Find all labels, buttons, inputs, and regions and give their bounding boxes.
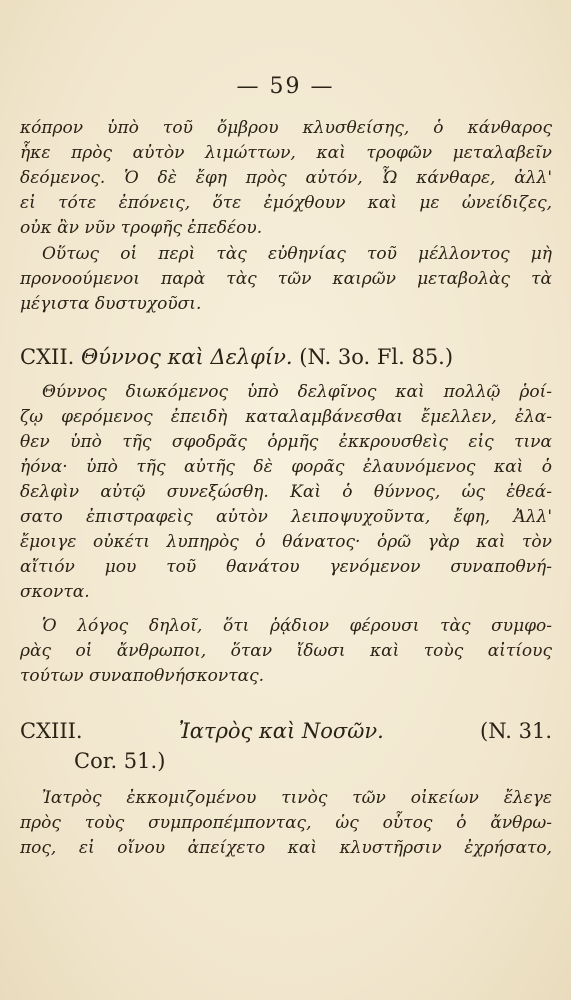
text-line: Ἰατρὸς ἐκκομιζομένου τινὸς τῶν οἰκείων ἔλεγε <box>42 788 552 808</box>
text-line: οὐκ ἂν νῦν τροφῆς ἐπεδέου. <box>20 218 263 238</box>
fable-reference: (N. 31. <box>480 719 552 743</box>
fable-body-112 <box>20 380 552 605</box>
text-line: Θύννος διωκόμενος ὑπὸ δελφῖνος καὶ πολλῷ ῥοί- <box>42 382 552 402</box>
fable-moral-112 <box>20 614 552 689</box>
text-line: μέγιστα δυστυχοῦσι. <box>20 294 202 314</box>
fable-number: CXII. <box>20 345 75 369</box>
text-line: τούτων συναποθνήσκοντας. <box>20 666 265 686</box>
page-number: — 59 — <box>236 74 335 99</box>
text-line: αἴτιόν μου τοῦ θανάτου γενόμενον συναποθνή- <box>20 557 552 577</box>
text-line: σατο ἐπιστραφεὶς αὐτὸν λειποψυχοῦντα, ἔφη, Ἀλλ' <box>20 507 552 527</box>
text-line: ρὰς οἱ ἄνθρωποι, ὅταν ἴδωσι καὶ τοὺς αἰτίους <box>20 641 552 661</box>
text-line: θεν ὑπὸ τῆς σφοδρᾶς ὁρμῆς ἐκκρουσθεὶς εἰς τινα <box>20 432 552 452</box>
fable-body-113 <box>20 786 552 861</box>
text-line: Οὕτως οἱ περὶ τὰς εὐθηνίας τοῦ μέλλοντος μὴ <box>42 244 552 264</box>
text-line: ἔμοιγε οὐκέτι λυπηρὸς ὁ θάνατος· ὁρῶ γὰρ καὶ τὸν <box>20 532 552 552</box>
fable-title: Ἰατρὸς καὶ Νοσῶν. <box>178 719 384 743</box>
text-line: προνοούμενοι παρὰ τὰς τῶν καιρῶν μεταβολὰς τὰ <box>20 269 552 289</box>
fable-number: CXIII. <box>20 719 83 743</box>
text-line: εἰ τότε ἐπόνεις, ὅτε ἐμόχθουν καὶ με ὠνείδιζες, <box>20 193 552 213</box>
fable-reference-continued: Cor. 51.) <box>74 749 166 773</box>
fable-heading-113 <box>20 716 552 776</box>
text-line: πος, εἰ οἴνου ἀπείχετο καὶ κλυστῆρσιν ἐχρήσατο, <box>20 838 552 858</box>
text-line: κόπρον ὑπὸ τοῦ ὄμβρου κλυσθείσης, ὁ κάνθαρος <box>20 118 552 138</box>
text-line: δελφὶν αὐτῷ συνεξώσθη. Καὶ ὁ θύννος, ὡς ἐθεά- <box>20 482 552 502</box>
paragraph-continued <box>20 116 552 241</box>
moral-paragraph <box>20 242 552 317</box>
text-line: σκοντα. <box>20 582 90 602</box>
text-line: ζῳ φερόμενος ἐπειδὴ καταλαμβάνεσθαι ἔμελλεν, ἐλα- <box>20 407 552 427</box>
fable-heading-112 <box>20 342 552 372</box>
fable-reference: (N. 3o. Fl. 85.) <box>299 345 454 369</box>
text-line: πρὸς τοὺς συμπροπέμποντας, ὡς οὗτος ὁ ἄνθρω- <box>20 813 552 833</box>
text-line: δεόμενος. Ὁ δὲ ἔφη πρὸς αὐτόν, Ὦ κάνθαρε, ἀλλ' <box>20 168 552 188</box>
fable-title: Θύννος καὶ Δελφίν. <box>80 345 293 369</box>
text-line: Ὁ λόγος δηλοῖ, ὅτι ῥᾴδιον φέρουσι τὰς συμφο- <box>42 616 552 636</box>
text-line: ἠόνα· ὑπὸ τῆς αὐτῆς δὲ φορᾶς ἐλαυνόμενος καὶ ὁ <box>20 457 552 477</box>
text-line: ἧκε πρὸς αὐτὸν λιμώττων, καὶ τροφῶν μεταλαβεῖν <box>20 143 552 163</box>
